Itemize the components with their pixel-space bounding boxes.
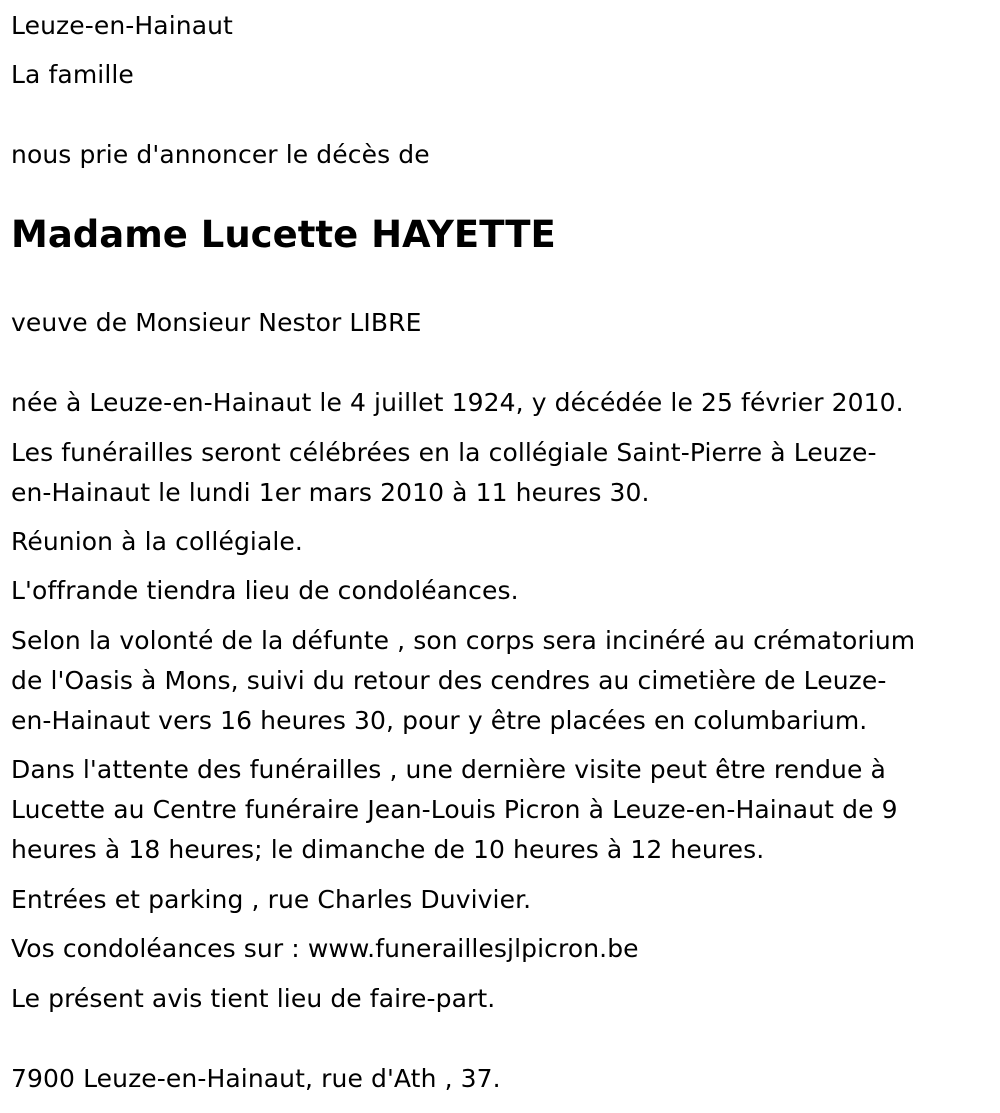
visit-line-2: Lucette au Centre funéraire Jean-Louis Picron à Leuze-en-Hainaut de 9 (11, 795, 898, 824)
meeting-line: Réunion à la collégiale. (11, 527, 303, 556)
announcement-text: nous prie d'annoncer le décès de (11, 140, 430, 169)
spouse-line: veuve de Monsieur Nestor LIBRE (11, 308, 422, 337)
parking-line: Entrées et parking , rue Charles Duvivier. (11, 885, 532, 914)
funeral-line-2: en-Hainaut le lundi 1er mars 2010 à 11 heures 30. (11, 478, 650, 507)
header-family: La famille (11, 60, 134, 89)
faire-part-line: Le présent avis tient lieu de faire-part. (11, 984, 496, 1013)
footer-address: 7900 Leuze-en-Hainaut, rue d'Ath , 37. (11, 1064, 501, 1093)
condolences-line: Vos condoléances sur : www.funeraillesjlpicron.be (11, 934, 639, 963)
visit-line-1: Dans l'attente des funérailles , une dernière visite peut être rendue à (11, 755, 886, 784)
visit-line-3: heures à 18 heures; le dimanche de 10 heures à 12 heures. (11, 835, 765, 864)
offering-line: L'offrande tiendra lieu de condoléances. (11, 576, 519, 605)
cremation-line-1: Selon la volonté de la défunte , son corps sera incinéré au crématorium (11, 626, 916, 655)
birth-death-line: née à Leuze-en-Hainaut le 4 juillet 1924, y décédée le 25 février 2010. (11, 388, 904, 417)
cremation-line-3: en-Hainaut vers 16 heures 30, pour y être placées en columbarium. (11, 706, 868, 735)
funeral-line-1: Les funérailles seront célébrées en la collégiale Saint-Pierre à Leuze- (11, 438, 877, 467)
header-location: Leuze-en-Hainaut (11, 11, 233, 40)
cremation-line-2: de l'Oasis à Mons, suivi du retour des cendres au cimetière de Leuze- (11, 666, 887, 695)
deceased-name: Madame Lucette HAYETTE (11, 213, 556, 256)
